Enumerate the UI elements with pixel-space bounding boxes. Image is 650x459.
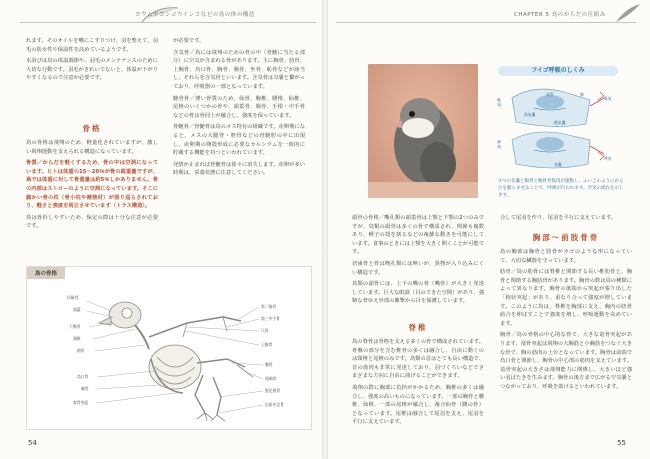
- paragraph: 鳥の脊骨は骨格を支える多くの骨で構成されています。骨盤の部分を含む椎骨の多くは融合し、自由に動くのは頸椎と尾椎のみです。鳥類の首はとても長い構造で、首の筋肉も非常に発達しており、羽づくろいなどでさまざまな方向に自由に曲げることができます。: [352, 339, 484, 380]
- label-humerus: 上腕骨: [261, 342, 273, 347]
- paragraph-keyword: 骨質／からだを軽くするため、骨の中は空洞になっています。ヒトは体重の15〜20％が骨の総重量ですが、鳥では体重に対して骨重量は約5％しかありません。骨の内部はストローのように空洞になっています。そこに細かい骨の柱（骨小柱や補強材）が張り巡らされており、軽さと強度を両立させています（トラス構造）。: [26, 160, 158, 210]
- label-mandible: 下顎骨: [69, 324, 81, 329]
- paragraph: 鳥の胸部は胸骨と肋骨がカゴのような形になっていて、大切な臓器を守っています。: [500, 249, 632, 264]
- left-col2-text: [173, 37, 305, 181]
- left-running-header: ヨウムやコンゴウインコなどの鳥の体の構造: [135, 12, 255, 18]
- skeleton-figure: [26, 266, 312, 430]
- label-cervical: 頸椎: [73, 336, 81, 341]
- diagram-title: フイゴ呼吸のしくみ: [498, 66, 618, 76]
- section-heading-chest: 胸部〜前肢骨骨: [532, 233, 600, 242]
- label-pygostyle: 尾端骨: [265, 376, 277, 381]
- right-col2-chest-text: [500, 248, 632, 395]
- label-incisive-bone: 切歯骨: [67, 295, 79, 300]
- label-air-out: 呼気: [604, 156, 612, 161]
- label-inhale-side: 吸気: [497, 98, 502, 107]
- label-second-digit: 第二指骨: [261, 304, 277, 309]
- label-clavicle: 鎖骨: [77, 348, 85, 353]
- label-exhale-side: 呼気: [497, 140, 502, 149]
- paragraph: 水浴びは鳥の体温調節や、羽毛のメンテナンスのために大切な行動です。羽毛がきれいでないと、体温が下がりやすくなるので注意が必要です。: [26, 58, 158, 82]
- right-page: [328, 0, 650, 459]
- paragraph: 合して尾羽を作り、尾羽を平行に支えています。: [500, 215, 617, 221]
- label-sternum: 胸骨: [81, 386, 89, 391]
- paragraph: 鳥類の頭骨には、上下の嘴の骨（嘴骨）が大きく発達しています。巨大な眼窩（目のできた空間）があり、強靭な骨ゆえ外部の衝撃から目を保護しています。: [352, 281, 484, 305]
- label-air-in: 吸気: [604, 96, 612, 101]
- diagram-caption: ⑦つの気嚢と胸骨と胸骨骨筋肉が運動し、ふいごのようにからだを膨らませることで、呼吸が行われます。空気の流れを示します。: [498, 179, 624, 198]
- paragraph-keyword: 含気骨／鳥には飛翔のための骨の中（骨髄に当たる部分）に空気が含まれる骨があります。主に胸骨、肋骨、上腕骨、烏口骨、胸骨、腸骨、坐骨、恥骨などが該当し、それらを含気骨といいます。含気骨は気嚢と繋がっており、呼吸器の一部となっています。: [173, 49, 305, 90]
- quill-decoration-icon: [614, 2, 642, 28]
- bird-photo: [368, 64, 478, 198]
- right-col2-top: [500, 214, 632, 226]
- paragraph-keyword: 肋骨／鳥の肋骨には脊椎と関節する長い椎肋骨と、胸骨と関節する胸肋骨があります。胸骨の数は鳥の種類によって異なります。胸骨の後端から突起が張り出した「鉤状突起」があり、重なり合って強度が増しています。このように鳥は、脊椎を胸部に支え、胸内の肋骨結合を伸ばすことで強度を増し、呼吸運動を高めています。: [500, 269, 632, 327]
- paragraph-keyword: 骨髄骨／骨髄骨は鳥のメス特有の組織です。産卵期になると、メスの大腿骨・脛骨などの骨髄腔の中に出現し、産卵期の卵殻形成に必要なカルシウムを一時的に貯蔵する機能を持つといわれています。: [173, 124, 305, 157]
- paragraph-keyword: 胸骨／鳥の骨格の中心的な骨で、大きな竜骨突起があります。竜骨突起は飛翔の大胸筋と小胸筋をつなぐ大きな骨で、胸の筋肉の土台となっています。胸骨は前端で烏口骨と関節し、胸骨の中心部の筋肉を支えています。竜骨突起の大きさは飛翔能力に関係し、大きいほど強い羽ばたきを生みます。胸骨の後方まで広がる空気嚢とつながっており、呼吸を助けるといわれています。: [500, 332, 632, 390]
- right-running-header: CHAPTER 5 鳥のからだの仕組み: [514, 12, 606, 18]
- label-third-metacarpal: 第三中手骨: [261, 316, 280, 321]
- paragraph-keyword: 頭骨の骨格／嘴孔類の頭蓋骨は上顎と下顎の2つのみですが、鳥類の頭骨は多くの骨で構成され、関節も複数あり、種子の殻を割るなどの複雑な動きを可能にしています。食事のときには上顎を大きく開くことが可能です。: [352, 215, 484, 256]
- label-ulna: 尺骨: [261, 328, 269, 333]
- paragraph: れます。そのオイルを嘴にこすりつけ、羽を整えて、羽毛の防水性や保温性を高めているようです。: [26, 38, 158, 53]
- left-col1-bone-text: [26, 139, 158, 234]
- paragraph: 発情が止まれば骨髄骨は徐々に消失します。産卵が多い時期は、栄養状態に注意してください。: [173, 161, 305, 177]
- label-trachea: 気管: [546, 92, 554, 97]
- left-col1-intro: [26, 37, 158, 86]
- breathing-diagram: [494, 78, 624, 188]
- right-col1-text: [352, 214, 484, 309]
- paragraph: が必要です。: [173, 38, 205, 44]
- figure-title: 鳥の骨格: [27, 267, 65, 279]
- label-front-airsac: 前気嚢: [524, 112, 536, 117]
- paragraph: 飛翔の際に胸部に負担がかかるため、胸椎の多くは融合し、強度の高いものになっています。一部の胸骨と腰椎、仙椎、一部の尾椎が融合し、複合仙骨（腰の骨）となっています。尾椎は融合して尾羽を支え、尾羽を平行に支えています。: [352, 384, 484, 426]
- label-skull: 頭蓋: [73, 307, 81, 312]
- label-coracoid: 烏口骨: [77, 374, 89, 379]
- label-rear-airsac: 後気嚢: [554, 120, 566, 125]
- paragraph: 鳥の骨格は飛翔のため、軽量化されていますが、激しい飛翔運動を支えられる構造になっています。: [26, 140, 158, 155]
- section-heading-spine: 脊椎: [408, 323, 428, 332]
- label-tarsometatarsus: 足根中足骨: [265, 402, 284, 407]
- header-rule: [336, 22, 636, 23]
- page-number-left: 54: [28, 439, 37, 447]
- label-lung: 肺: [580, 92, 584, 97]
- paragraph: 鳥は骨折しやすいため、保定の際は十分な注意が必要です。: [26, 214, 158, 230]
- right-col1-spine-text: [352, 338, 484, 430]
- paragraph-keyword: 髄骨骨／薄い骨質のため、仙骨、胸椎、腰椎、仙椎、尾椎のいくつかの骨や、頭蓋骨、腸骨、手根・中手骨などの骨は骨同士が融合し、強度を保っています。: [173, 95, 305, 119]
- label-keel: 竜骨突起: [73, 400, 89, 405]
- label-ilium: 腸骨: [265, 362, 273, 367]
- header-rule: [20, 22, 316, 23]
- section-heading-bone: 骨格: [82, 124, 102, 133]
- label-tibiotarsus: 脛足根骨: [265, 388, 281, 393]
- label-air-sac: 気嚢: [554, 162, 562, 167]
- left-page: [0, 0, 322, 459]
- page-number-right: 55: [617, 439, 626, 447]
- paragraph: 切歯骨と骨は吻孔類には無いが、異物が入り込みにくい構造です。: [352, 260, 484, 276]
